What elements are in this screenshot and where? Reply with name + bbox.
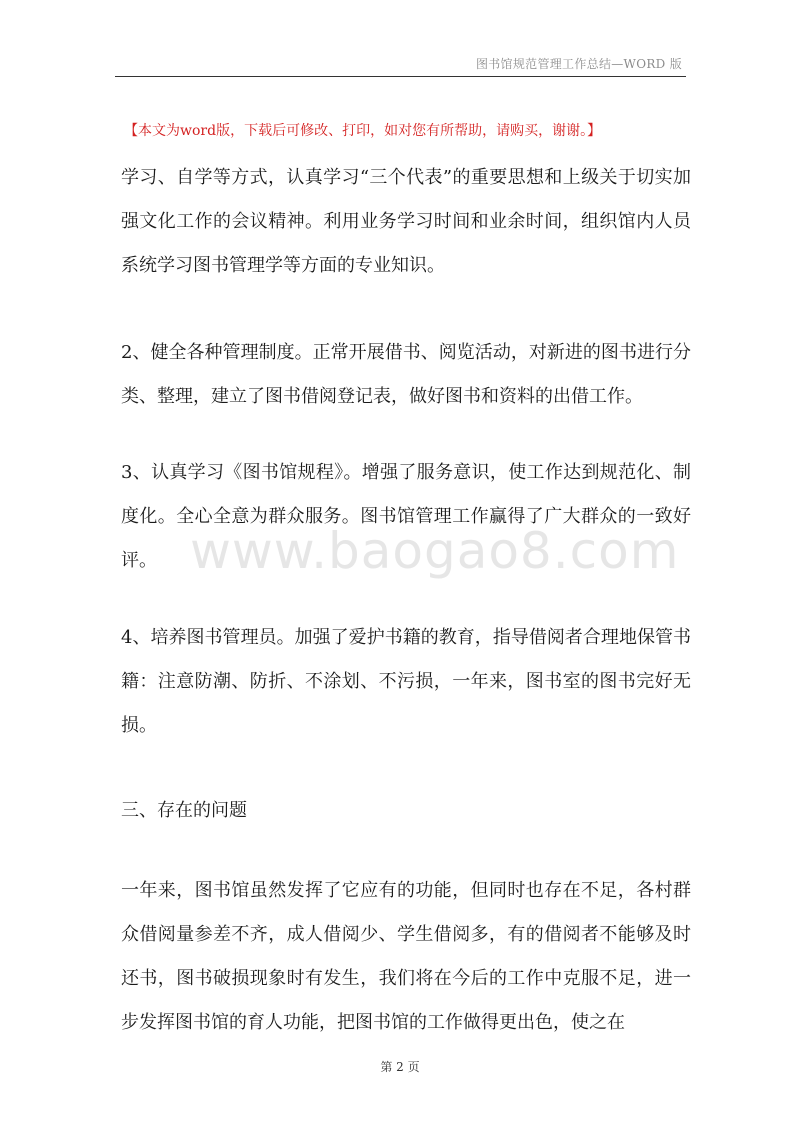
paragraph-item-3: 3、认真学习《图书馆规程》。增强了服务意识，使工作达到规范化、制度化。全心全意为群众服务。图书馆管理工作赢得了广大群众的一致好评。 xyxy=(121,462,691,571)
paragraph-item-4: 4、培养图书管理员。加强了爱护书籍的教育，指导借阅者合理地保管书籍：注意防潮、防折、不涂划、不污损，一年来，图书室的图书完好无损。 xyxy=(121,627,691,736)
page-number: 第 2 页 xyxy=(380,1060,420,1074)
purchase-notice: 【本文为word版，下载后可修改、打印，如对您有所帮助，请购买，谢谢。】 xyxy=(124,123,602,139)
paragraph-problems: 一年来，图书馆虽然发挥了它应有的功能，但同时也存在不足，各村群众借阅量参差不齐，成人借阅少、学生借阅多，有的借阅者不能够及时还书，图书破损现象时有发生，我们将在今后的工作中克服不足，进一步发挥图书馆的育人功能，把图书馆的工作做得更出色，使之在 xyxy=(121,880,691,1033)
paragraph-item-2: 2、健全各种管理制度。正常开展借书、阅览活动，对新进的图书进行分类、整理，建立了图书借阅登记表，做好图书和资料的出借工作。 xyxy=(121,342,691,407)
running-header: 图书馆规范管理工作总结—WORD 版 xyxy=(475,57,682,71)
paragraph-intro: 学习、自学等方式，认真学习“三个代表”的重要思想和上级关于切实加强文化工作的会议精神。利用业务学习时间和业余时间，组织馆内人员系统学习图书管理学等方面的专业知识。 xyxy=(121,167,691,276)
watermark: www.baogao8.com xyxy=(190,522,680,580)
section-heading-problems: 三、存在的问题 xyxy=(121,800,247,821)
header-divider xyxy=(115,76,686,77)
